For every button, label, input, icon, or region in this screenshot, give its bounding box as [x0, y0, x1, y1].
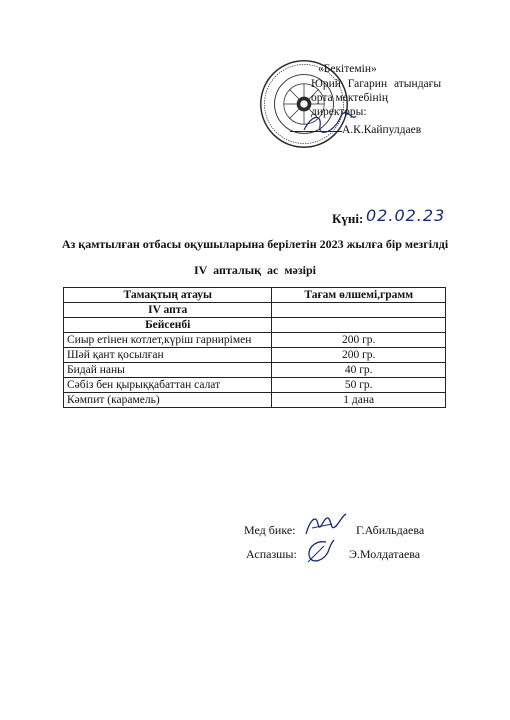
dish-name: Бидай наны: [64, 363, 272, 378]
table-row: [64, 393, 446, 408]
approval-heading: «Бекітемін»: [318, 63, 377, 75]
week-label: IV апта: [64, 303, 272, 318]
approval-school-name: Юрий Гагарин атындағы: [311, 78, 442, 90]
table-row: [64, 363, 446, 378]
cook-label: Аспазшы:: [246, 547, 297, 561]
menu-table-day-row: [64, 318, 446, 333]
dish-amount: 200 гр.: [272, 333, 446, 348]
dish-amount: 200 гр.: [272, 348, 446, 363]
approval-position: директоры:: [311, 106, 367, 118]
dish-amount: 1 дана: [272, 393, 446, 408]
menu-table: [63, 287, 446, 408]
dish-name: Кәмпит (карамель): [64, 393, 272, 408]
document-subtitle: IV апталық ас мәзірі: [193, 263, 317, 277]
table-row: [64, 333, 446, 348]
document-title: Аз қамтылған отбасы оқушыларына берілетін 2023 жылға бір мезгілді: [61, 237, 449, 251]
nurse-name: Г.Абильдаева: [356, 523, 425, 537]
cook-name: Э.Молдатаева: [349, 547, 421, 561]
menu-table-header-row: [64, 288, 446, 303]
header-dish-name: Тамақтың атауы: [64, 288, 272, 303]
header-portion-size: Тағам өлшемі,грамм: [272, 288, 446, 303]
dish-name: Сиыр етінен котлет,күріш гарнирімен: [64, 333, 272, 348]
date-label: Күні:: [332, 211, 364, 226]
dish-name: Сәбіз бен қырыққабаттан салат: [64, 378, 272, 393]
dish-name: Шәй қант қосылған: [64, 348, 272, 363]
date-value: 02.02.23: [366, 206, 446, 225]
day-label: Бейсенбі: [64, 318, 272, 333]
nurse-label: Мед бике:: [244, 523, 296, 537]
approval-school-type: орта мектебінің: [311, 92, 388, 104]
dish-amount: 40 гр.: [272, 363, 446, 378]
table-row: [64, 378, 446, 393]
dish-amount: 50 гр.: [272, 378, 446, 393]
approval-signer-name: А.К.Кайпулдаев: [342, 124, 422, 136]
menu-table-week-row: [64, 303, 446, 318]
cook-signature: [302, 536, 336, 566]
table-row: [64, 348, 446, 363]
